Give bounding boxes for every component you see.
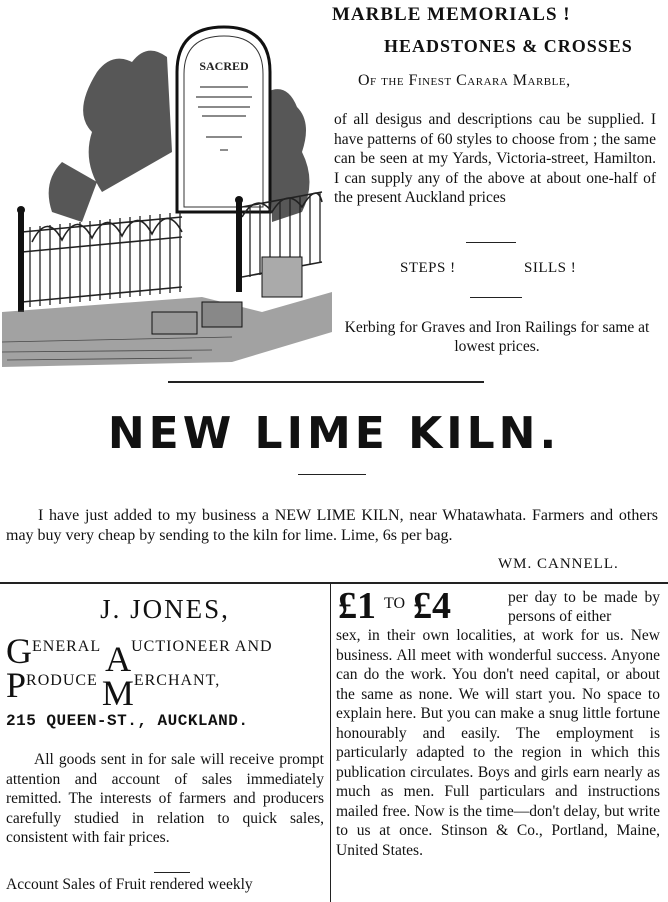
jones-body: All goods sent in for sale will receive prompt attention and account of sales immediately remitted. The interests of farmers and producers carefully studied in relation to quick sales, consistent with fair prices. xyxy=(6,751,324,846)
amount-high: £4 xyxy=(413,585,452,627)
stinson-amount xyxy=(338,584,451,628)
title-word: UCTIONEER AND xyxy=(131,638,273,655)
jones-address: 215 QUEEN-ST., AUCKLAND. xyxy=(6,712,249,730)
memorials-subtitle: HEADSTONES & CROSSES xyxy=(384,36,633,56)
cap-letter: P xyxy=(6,665,27,705)
lime-signature: WM. CANNELL. xyxy=(498,556,619,572)
divider xyxy=(298,474,366,475)
divider xyxy=(470,297,522,298)
memorials-footer: Kerbing for Graves and Iron Railings for same at lowest prices. xyxy=(344,319,650,355)
headstone-slab xyxy=(177,27,270,212)
amount-low: £1 xyxy=(338,585,376,627)
jones-footer: Account Sales of Fruit rendered weekly xyxy=(6,876,253,893)
sills-text: SILLS ! xyxy=(524,260,577,276)
title-word: ERCHANT, xyxy=(133,672,221,689)
cap-letter: M xyxy=(101,673,134,713)
column-divider xyxy=(330,582,331,902)
memorials-body: of all desigus and descriptions cau be supplied. I have patterns of 60 styles to choose from ; the same can be seen at my Yards, Victoria-street, Hamilton. I can supply any of the above at about one-half of the present Auckland prices xyxy=(334,111,656,206)
title-word: RODUCE xyxy=(26,672,98,689)
amount-to: TO xyxy=(384,595,406,612)
memorials-title: MARBLE MEMORIALS ! xyxy=(332,4,571,25)
cap-letter: A xyxy=(105,639,132,679)
stinson-body: sex, in their own localities, at work for us. New business. All meet with wonderful success. Anyone can do the work. You don't need capital, or about the same as none. We will start you. No space to explain here. But you can make a snug little fortune honourably and easily. The employment is particularly adapted to the region in which this publication circulates. Boys and girls earn nearly as much as men. Full particulars and instructions mailed free. Now is the time—don't delay, but write to us at once. Stinson & Co., Portland, Maine, United States. xyxy=(336,627,660,859)
section-divider xyxy=(168,381,484,383)
divider xyxy=(466,242,516,243)
steps-text: STEPS ! xyxy=(400,260,456,276)
cap-letter: G xyxy=(6,631,32,671)
divider xyxy=(154,872,190,873)
headstone-engraving xyxy=(2,12,332,372)
memorials-tagline: Of the Finest Carara Marble, xyxy=(358,72,571,89)
section-divider xyxy=(0,582,668,584)
title-word: ENERAL xyxy=(32,638,102,655)
jones-title-line2 xyxy=(6,664,328,714)
headstone-word: SACRED xyxy=(199,59,249,73)
jones-name: J. JONES, xyxy=(100,594,230,624)
stinson-lead: per day to be made by persons of either xyxy=(508,589,660,625)
lime-body: I have just added to my business a NEW LIME KILN, near Whatawhata. Farmers and others may buy very cheap by sending to the kiln for lime. Lime, 6s per bag. xyxy=(6,507,658,544)
lime-headline: NEW LIME KILN. xyxy=(107,408,561,459)
